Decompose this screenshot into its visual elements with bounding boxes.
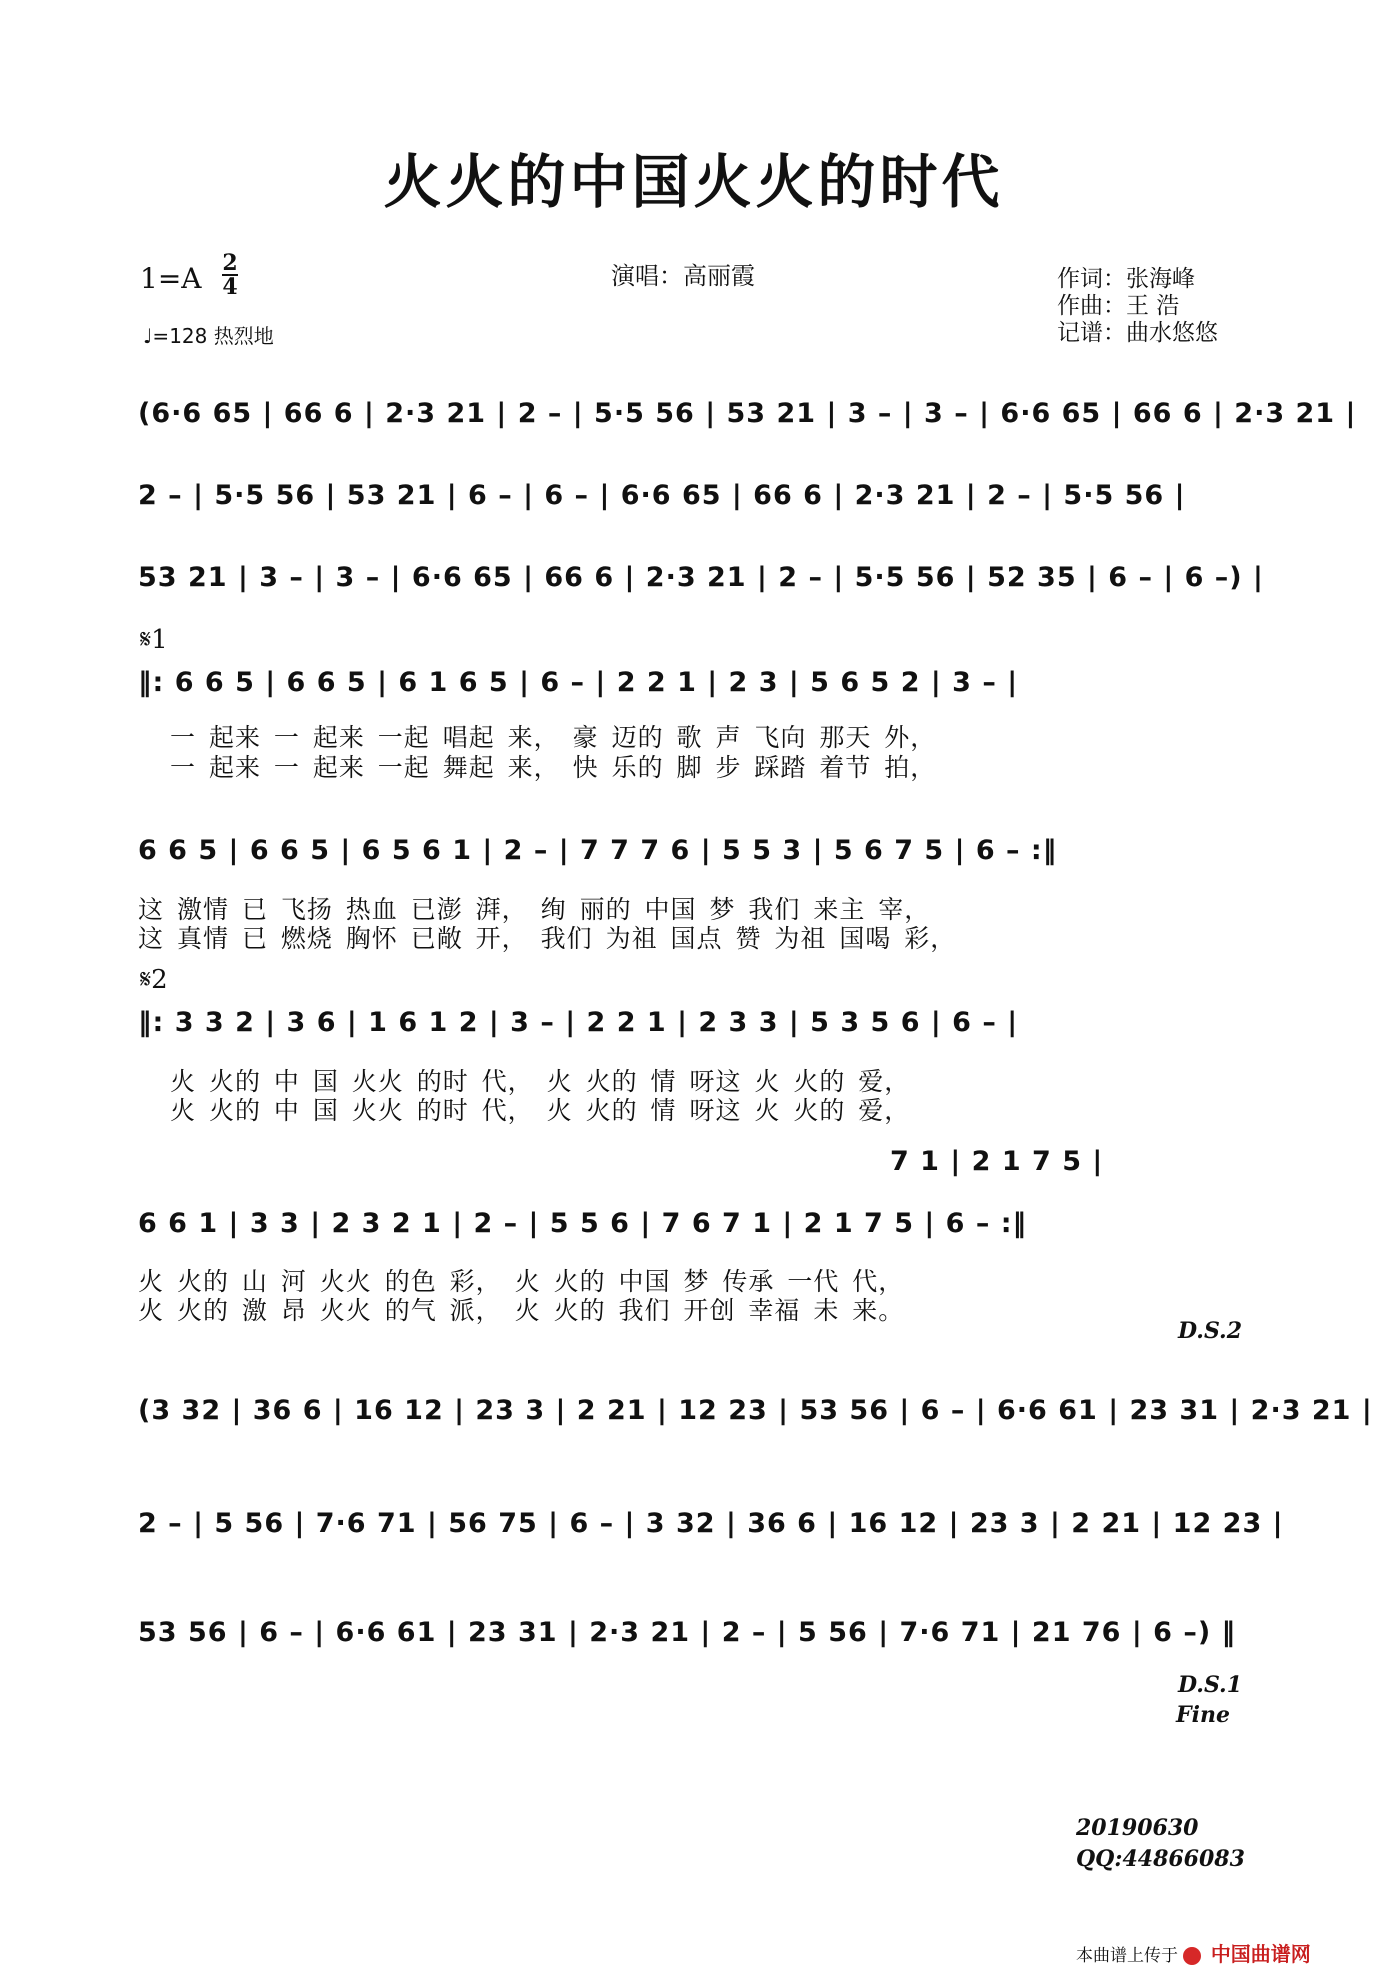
qq-contact: QQ:44866083 bbox=[1076, 1846, 1245, 1872]
notation-row-2: 2 – | 5·5 56 | 53 21 | 6 – | 6 – | 6·6 65 | 66 6 | 2·3 21 | 2 – | 5·5 56 | bbox=[138, 480, 1186, 511]
notation-row-8: (3 32 | 36 6 | 16 12 | 23 3 | 2 21 | 12 23 | 53 56 | 6 – | 6·6 61 | 23 31 | 2·3 21 | bbox=[138, 1395, 1373, 1426]
notation-row-10: 53 56 | 6 – | 6·6 61 | 23 31 | 2·3 21 | 2 – | 5 56 | 7·6 71 | 21 76 | 6 –) ‖ bbox=[138, 1617, 1237, 1648]
lyric-line-5: 火 火的 中 国 火火 的时 代， 火 火的 情 呀这 火 火的 爱， bbox=[170, 1067, 911, 1096]
lyric-line-3: 这 激情 已 飞扬 热血 已澎 湃， 绚 丽的 中国 梦 我们 来主 宰， bbox=[138, 895, 931, 924]
notation-row-4: ‖: 6 6 5 | 6 6 5 | 6 1 6 5 | 6 – | 2 2 1 | 2 3 | 5 6 5 2 | 3 – | bbox=[138, 667, 1019, 698]
notation-row-3: 53 21 | 3 – | 3 – | 6·6 65 | 66 6 | 2·3 21 | 2 – | 5·5 56 | 52 35 | 6 – | 6 –) | bbox=[138, 562, 1264, 593]
segno-2: 𝄋2 bbox=[140, 965, 168, 995]
time-signature-top: 2 bbox=[222, 250, 238, 276]
segno-1: 𝄋1 bbox=[140, 625, 168, 655]
date-stamp: 20190630 bbox=[1076, 1815, 1199, 1841]
alternate-ending: 7 1 | 2 1 7 5 | bbox=[890, 1146, 1104, 1177]
composer-credit: 作曲：王 浩 bbox=[1057, 293, 1180, 319]
notation-row-7: 6 6 1 | 3 3 | 2 3 2 1 | 2 – | 5 5 6 | 7 6 7 1 | 2 1 7 5 | 6 – :‖ bbox=[138, 1208, 1028, 1239]
footer-uploaded-text: 本曲谱上传于 bbox=[1076, 1946, 1178, 1966]
credits bbox=[1057, 266, 1218, 347]
time-signature-bottom: 4 bbox=[222, 274, 238, 300]
singer-credit: 演唱：高丽霞 bbox=[611, 262, 755, 290]
notation-row-5: 6 6 5 | 6 6 5 | 6 5 6 1 | 2 – | 7 7 7 6 | 5 5 3 | 5 6 7 5 | 6 – :‖ bbox=[138, 835, 1058, 866]
lyric-line-2: 一 起来 一 起来 一起 舞起 来， 快 乐的 脚 步 踩踏 着节 拍， bbox=[170, 753, 937, 782]
lyric-line-8: 火 火的 激 昂 火火 的气 派， 火 火的 我们 开创 幸福 未 来。 bbox=[138, 1296, 905, 1325]
notation-row-6: ‖: 3 3 2 | 3 6 | 1 6 1 2 | 3 – | 2 2 1 | 2 3 3 | 5 3 5 6 | 6 – | bbox=[138, 1007, 1019, 1038]
lyric-line-1: 一 起来 一 起来 一起 唱起 来， 豪 迈的 歌 声 飞向 那天 外， bbox=[170, 723, 937, 752]
song-title: 火火的中国火火的时代 bbox=[383, 148, 1004, 216]
lyricist-credit: 作词：张海峰 bbox=[1057, 266, 1195, 292]
lyric-line-7: 火 火的 山 河 火火 的色 彩， 火 火的 中国 梦 传承 一代 代， bbox=[138, 1267, 905, 1296]
lyric-line-4: 这 真情 已 燃烧 胸怀 已敞 开， 我们 为祖 国点 赞 为祖 国喝 彩， bbox=[138, 924, 957, 953]
lyric-line-6: 火 火的 中 国 火火 的时 代， 火 火的 情 呀这 火 火的 爱， bbox=[170, 1096, 911, 1125]
time-signature bbox=[222, 252, 238, 298]
tempo-marking: ♩=128 热烈地 bbox=[143, 324, 274, 348]
notation-row-1: (6·6 65 | 66 6 | 2·3 21 | 2 – | 5·5 56 | 53 21 | 3 – | 3 – | 6·6 65 | 66 6 | 2·3 21 | bbox=[138, 398, 1357, 429]
key-signature: 1=A bbox=[140, 262, 202, 295]
transcriber-credit: 记谱：曲水悠悠 bbox=[1057, 320, 1218, 346]
ds2-marking: D.S.2 bbox=[1178, 1318, 1243, 1344]
notation-row-9: 2 – | 5 56 | 7·6 71 | 56 75 | 6 – | 3 32 | 36 6 | 16 12 | 23 3 | 2 21 | 12 23 | bbox=[138, 1508, 1284, 1539]
ds1-marking: D.S.1 bbox=[1178, 1672, 1243, 1698]
footer-site-link[interactable]: 中国曲谱网 bbox=[1210, 1942, 1311, 1966]
site-logo-icon bbox=[1183, 1947, 1201, 1965]
fine-marking: Fine bbox=[1176, 1702, 1230, 1728]
